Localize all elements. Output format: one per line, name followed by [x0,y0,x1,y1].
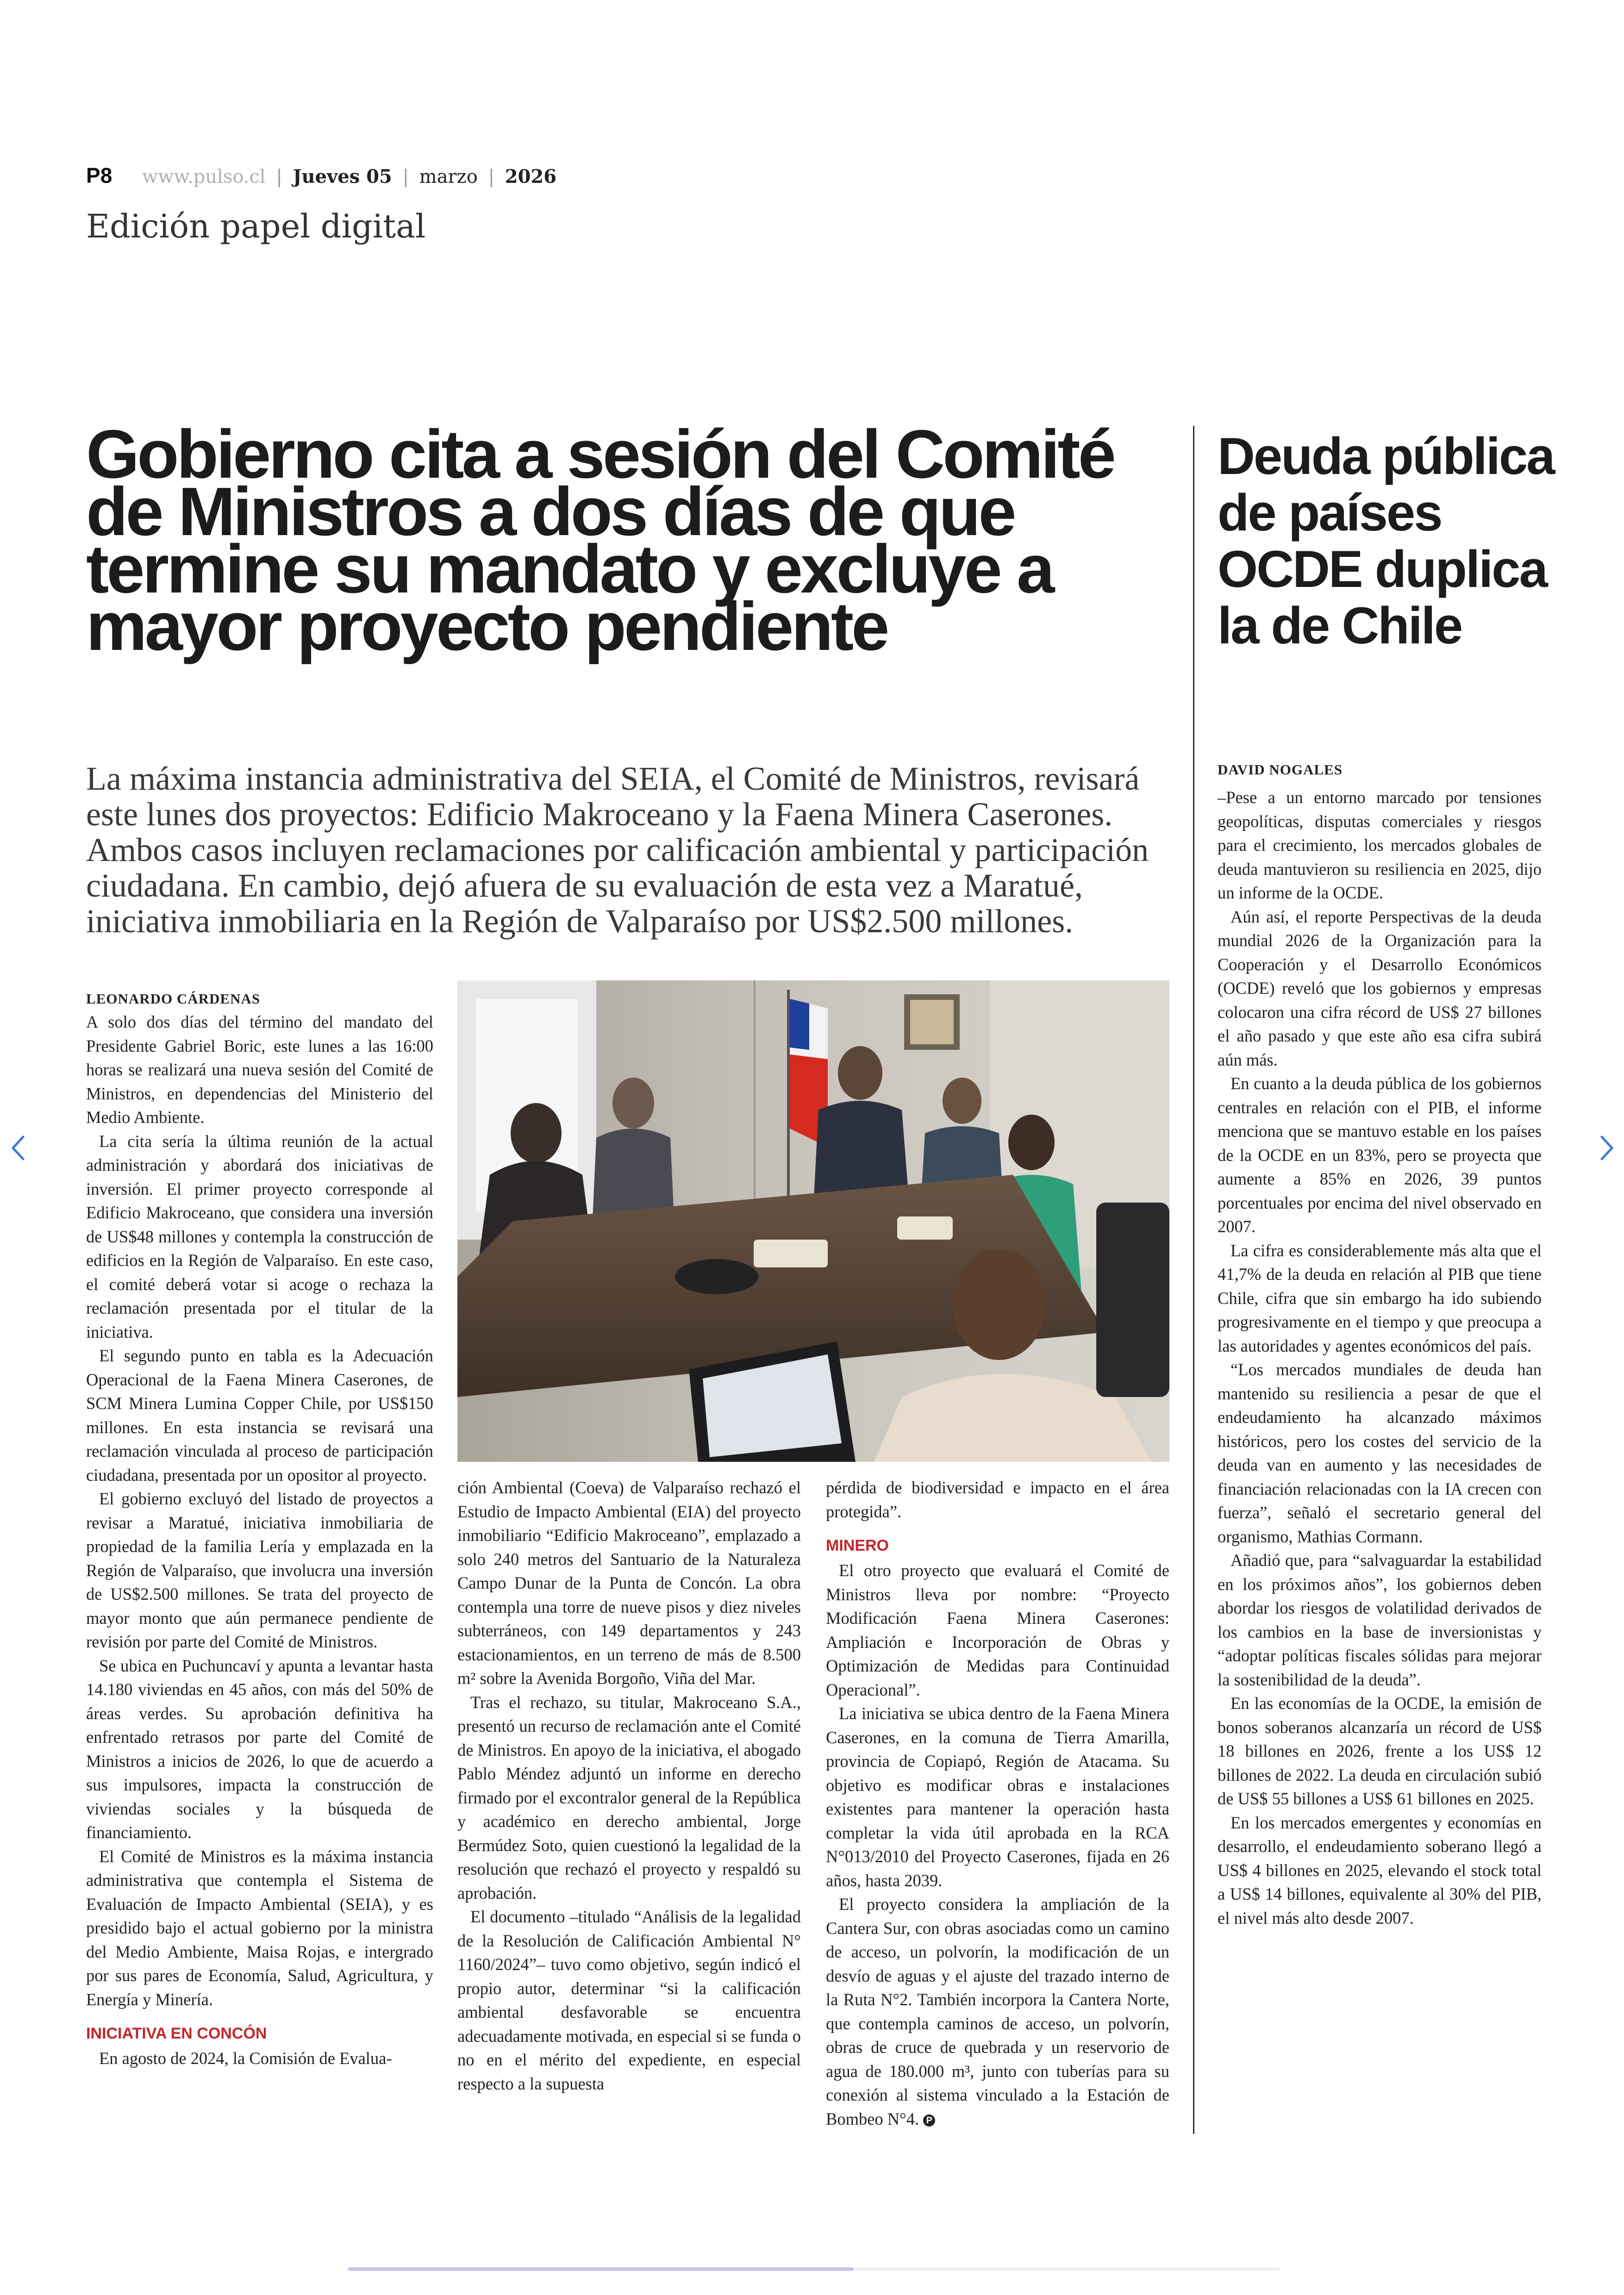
paragraph: El segundo punto en tabla es la Adecuación Operacional de la Faena Minera Caserones, de SCM Minera Lumina Copper Chile, por US$150 millones. En esta instancia se revisará una reclamación vinculada al proceso de participación ciudadana, presentada por un opositor al proyecto. [86,1346,433,1484]
header-separator: | [402,166,409,187]
paragraph: La iniciativa se ubica dentro de la Faena Minera Caserones, en la comuna de Tierra Amarilla, provincia de Copiapó, Región de Atacama. Su objetivo es modificar obras e instalaciones existentes para mantener la operación hasta completar la vida útil aprobada en la RCA N°013/2010 del Proyecto Caserones, fijada en 26 años, hasta 2039. [826,1704,1169,1890]
paragraph: Se ubica en Puchuncaví y apunta a levantar hasta 14.180 viviendas en 45 años, con más del 50% de áreas verdes. Su aprobación definitiva ha enfrentado retrasos por parte del Comité de Ministros a inicios de 2026, lo que de acuerdo a sus impulsores, impacta la construcción de viviendas sociales y la búsqueda de financiamiento. [86,1656,433,1842]
chevron-left-icon [5,1129,32,1166]
paragraph: pérdida de biodiversidad e impacto en el área protegida”. [826,1478,1169,1521]
header-month: marzo [419,166,478,187]
paragraph: En los mercados emergentes y economías en desarrollo, el endeudamiento soberano llegó a US$ 4 billones en 2025, elevando el stock total a US$ 14 billones, equivalente al 30% del PIB, el nivel más alto desde 2007. [1218,1813,1542,1927]
paragraph [826,1892,1169,2131]
header-year: 2026 [505,166,557,187]
subhead-concon: INICIATIVA EN CONCÓN [86,2025,267,2042]
main-column-1 [86,990,433,2070]
paragraph: El Comité de Ministros es la máxima instancia administrativa que contempla el Sistema de Evaluación de Impacto Ambiental (SEIA), y es presidido bajo el actual gobierno por la ministra del Medio Ambiente, Maisa Rojas, e intergrado por sus pares de Economía, Salud, Agricultura, y Energía y Minería. [86,1846,433,2009]
paragraph: A solo dos días del término del mandato del Presidente Gabriel Boric, este lunes a las 16:00 horas se realizará una nueva sesión del Comité de Ministros, en dependencias del Ministerio del Medio Ambiente. [86,1012,433,1127]
paragraph: En las economías de la OCDE, la emisión de bonos soberanos alcanzaría un récord de US$ 18 billones en 2026, frente a los US$ 12 billones de 2022. La deuda en circulación subió de US$ 55 billones a US$ 61 billones en 2025. [1218,1694,1542,1808]
side-author: DAVID NOGALES [1218,761,1343,778]
paragraph-text: El proyecto considera la ampliación de la Cantera Sur, con obras asociadas como un camino de acceso, un polvorín, la modificación de un desvío de aguas y el ajuste del trazado interno de la Ruta N°2. También incorpora la Cantera Norte, que contempla caminos de acceso, un polvorín, obras de cruce de quebrada y un reservorio de agua de 180.000 m³, junto con tuberías para su conexión al sistema vinculado a la Estación de Bombeo N°4. [826,1895,1169,2128]
edition-label: Edición papel digital [86,207,426,245]
page-header [86,163,556,188]
paragraph: Añadió que, para “salvaguardar la estabilidad en los próximos años”, los gobiernos deben abordar los riesgos de volatilidad derivados de los cambios en la base de inversionistas y “adoptar políticas fiscales sólidas para mejorar la sostenibilidad de la deuda”. [1218,1551,1542,1689]
scroll-track[interactable] [854,2268,1280,2270]
scroll-indicator[interactable] [348,2267,854,2271]
meeting-photo [457,980,1169,1462]
header-separator: | [488,166,495,187]
end-mark-icon: P [923,2114,935,2127]
paragraph: El documento –titulado “Análisis de la legalidad de la Resolución de Calificación Ambiental N° 1160/2024”– tuvo como objetivo, según indicó el propio autor, determinar “si la calificación ambiental desfavorable se encuentra adecuadamente motivada, en especial si se funda o no en el mérito del expediente, en especial respecto a la supuesta [457,1907,801,2093]
main-headline: Gobierno cita a sesión del Comité de Ministros a dos días de que termine su mandato y excluye a mayor proyecto pendiente [86,416,1114,665]
chevron-right-icon [1593,1129,1620,1166]
main-author: LEONARDO CÁRDENAS [86,991,261,1007]
side-column [1218,786,1542,1930]
paragraph: “Los mercados mundiales de deuda han mantenido su resiliencia a pesar de que el endeudamiento ha alcanzado máximos históricos, pero los costes del servicio de la deuda van en aumento y las necesidades de financiación relacionadas con la IA crecen con fuerza”, señaló el secretario general del organismo, Mathias Cormann. [1218,1360,1542,1546]
paragraph: El gobierno excluyó del listado de proyectos a revisar a Maratué, iniciativa inmobiliaria de propiedad de la familia Lería y emplazada en la Región de Valparaíso, que involucra una inversión de US$2.500 millones. Se trata del proyecto de mayor monto que aún permanece pendiente de revisión por parte del Comité de Ministros. [86,1489,433,1651]
next-page-button[interactable] [1593,1129,1620,1166]
side-headline: Deuda pública de países OCDE duplica la de Chile [1218,427,1554,655]
paragraph: En cuanto a la deuda pública de los gobiernos centrales en relación con el PIB, el informe menciona que se mantuvo estable en los países de la OCDE en un 83%, pero se proyecta que aumente a 85% en 2026, 39 puntos porcentuales por encima del nivel observado en 2007. [1218,1074,1542,1236]
main-lead: La máxima instancia administrativa del SEIA, el Comité de Ministros, revisará este lunes dos proyectos: Edificio Makroceano y la Faena Minera Caserones. Ambos casos incluyen reclamaciones por calificación ambiental y participación ciudadana. En cambio, dejó afuera de su evaluación de esta vez a Maratué, iniciativa inmobiliaria en la Región de Valparaíso por US$2.500 millones. [86,760,1149,940]
site-url[interactable]: www.pulso.cl [142,166,266,187]
page-number: P8 [86,163,112,187]
paragraph: La cita sería la última reunión de la actual administración y abordará dos iniciativas de inversión. El primer proyecto corresponde al Edificio Makroceano, que considera una inversión de US$48 millones y contempla la construcción de edificios en la Región de Valparaíso. En este caso, el comité deberá votar si acoge o rechaza la reclamación presentada por el titular de la iniciativa. [86,1131,433,1341]
paragraph: Tras el rechazo, su titular, Makroceano S.A., presentó un recurso de reclamación ante el Comité de Ministros. En apoyo de la iniciativa, el abogado Pablo Méndez adjuntó un informe en derecho firmado por el excontralor general de la República y académico en derecho ambiental, Jorge Bermúdez Soto, quien cuestionó la legalidad de la resolución que rechazó el proyecto y respaldó su aprobación. [457,1692,801,1902]
header-weekday: Jueves 05 [293,166,392,187]
paragraph: ción Ambiental (Coeva) de Valparaíso rechazó el Estudio de Impacto Ambiental (EIA) del proyecto inmobiliario “Edificio Makroceano”, emplazado a solo 240 metros del Santuario de la Naturaleza Campo Dunar de la Punta de Concón. La obra contempla una torre de nueve pisos y diez niveles subterráneos, con 149 departamentos y 243 estacionamientos, en un terreno de más de 8.500 m² sobre la Avenida Borgoño, Viña del Mar. [457,1478,801,1688]
paragraph: El otro proyecto que evaluará el Comité de Ministros lleva por nombre: “Proyecto Modificación Faena Minera Caserones: Ampliación e Incorporación de Obras y Optimización de Medidas para Continuidad Operacional”. [826,1561,1169,1699]
main-column-2 [457,1476,801,2095]
paragraph: –Pese a un entorno marcado por tensiones geopolíticas, disputas comerciales y riesgos para el crecimiento, los mercados globales de deuda mantuvieron su resiliencia en 2025, dijo un informe de la OCDE. [1218,788,1542,902]
previous-page-button[interactable] [5,1129,32,1166]
main-column-3 [826,1476,1169,2131]
subhead-minero: MINERO [826,1537,889,1554]
header-separator: | [276,166,282,187]
column-divider [1193,426,1194,2134]
paragraph: En agosto de 2024, la Comisión de Evalua- [99,2049,392,2068]
paragraph: La cifra es considerablemente más alta que el 41,7% de la deuda en relación al PIB que tiene Chile, cifra que sin embargo ha ido subiendo progresivamente en el tiempo y que preocupa a las autoridades y agentes económicos del país. [1218,1241,1542,1355]
paragraph: Aún así, el reporte Perspectivas de la deuda mundial 2026 de la Organización para la Cooperación y el Desarrollo Económicos (OCDE) reveló que los gobiernos y empresas colocaron una cifra récord de US$ 27 billones el año pasado y que este año esa cifra subirá aún más. [1218,907,1542,1069]
